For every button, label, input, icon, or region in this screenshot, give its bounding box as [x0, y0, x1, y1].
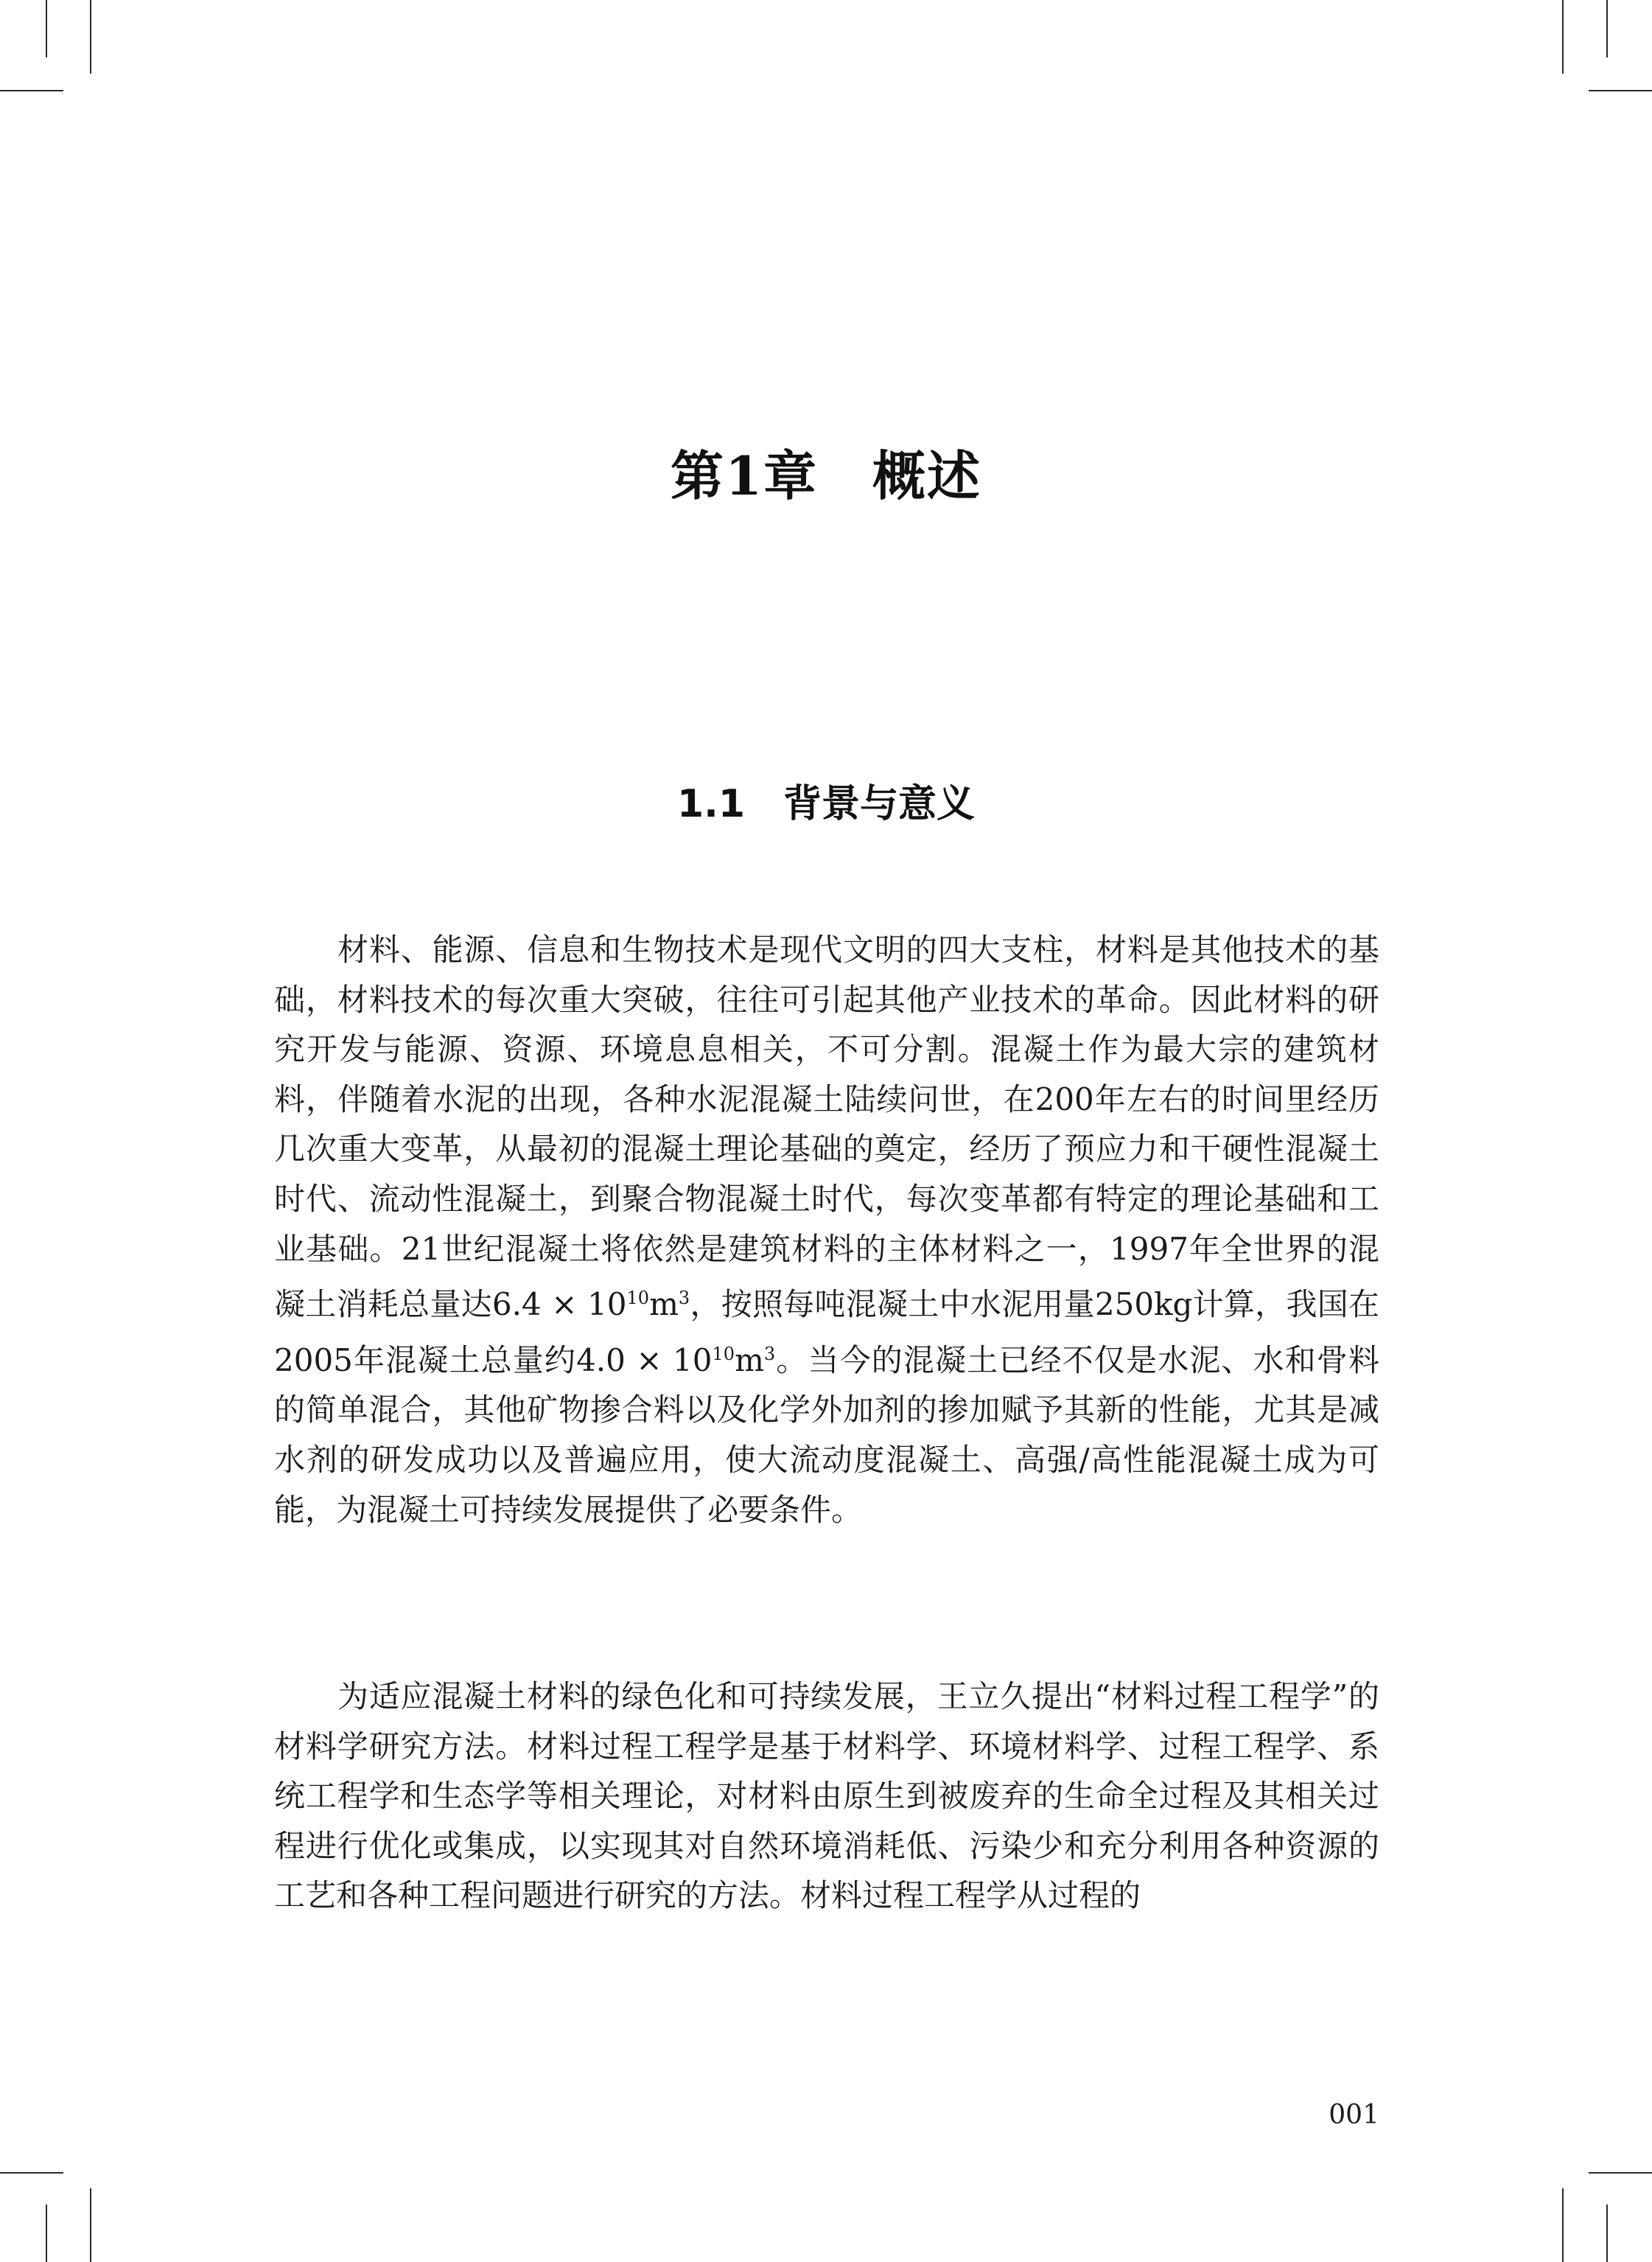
crop-mark-top-left-outer — [90, 0, 91, 74]
body-paragraph-2 — [274, 1672, 1379, 1921]
crop-mark-top-left-inner — [46, 0, 47, 57]
crop-mark-top-right-horizontal — [1589, 90, 1652, 91]
crop-mark-bottom-left-outer — [90, 2188, 91, 2262]
crop-mark-top-right-inner — [1562, 0, 1564, 74]
crop-mark-bottom-right-inner — [1562, 2188, 1564, 2262]
crop-mark-bottom-left-inner — [46, 2205, 47, 2262]
paragraph-text: ，按照每吨混凝土中水泥用量250kg计算，我国在2005年混凝土总量约 — [274, 1286, 1379, 1378]
paragraph-text: 为适应混凝土材料的绿色化和可持续发展，王立久提出“材料过程工程学”的材料学研究方法。材料过程工程学是基于材料学、环境材料学、过程工程学、系统工程学和生态学等相关理论，对材料由原生到被废弃的生命全过程及其相关过程进行优化或集成，以实现其对自然环境消耗低、污染少和充分利用各种资源的工艺和各种工程问题进行研究的方法。材料过程工程学从过程的 — [274, 1678, 1379, 1914]
paragraph-text: 材料、能源、信息和生物技术是现代文明的四大支柱，材料是其他技术的基础，材料技术的每次重大突破，往往可引起其他产业技术的革命。因此材料的研究开发与能源、资源、环境息息相关，不可分割。混凝土作为最大宗的建筑材料，伴随着水泥的出现，各种水泥混凝土陆续问世，在200年左右的时间里经历几次重大变革，从最初的混凝土理论基础的奠定，经历了预应力和干硬性混凝土时代、流动性混凝土，到聚合物混凝土时代，每次变革都有特定的理论基础和工业基础。21世纪混凝土将依然是建筑材料的主体材料之一，1997年全世界的混凝土消耗总量达 — [274, 932, 1379, 1323]
crop-mark-bottom-right-horizontal — [1589, 2172, 1652, 2174]
chapter-title: 第1章 概述 — [670, 444, 982, 507]
page-number: 001 — [1329, 2100, 1379, 2130]
quantity-concrete-world-1997: $6.4 \times 10^{10}m^3$ — [491, 1286, 690, 1323]
paragraph-text: 。当今的混凝土已经不仅是水泥、水和骨料的简单混合，其他矿物掺合料以及化学外加剂的掺加赋予其新的性能，尤其是减水剂的研发成功以及普遍应用，使大流动度混凝土、高强/高性能混凝土成为可能，为混凝土可持续发展提供了必要条件。 — [274, 1341, 1379, 1528]
section-title: 1.1 背景与意义 — [676, 782, 976, 826]
body-paragraph-1 — [274, 925, 1379, 1535]
quantity-concrete-china-2005: $4.0 \times 10^{10}m^3$ — [576, 1341, 776, 1378]
crop-mark-bottom-right-outer — [1606, 2205, 1608, 2262]
crop-mark-bottom-left-horizontal — [0, 2172, 63, 2174]
crop-mark-top-right-outer — [1606, 0, 1608, 57]
crop-mark-top-left-horizontal — [0, 90, 63, 91]
